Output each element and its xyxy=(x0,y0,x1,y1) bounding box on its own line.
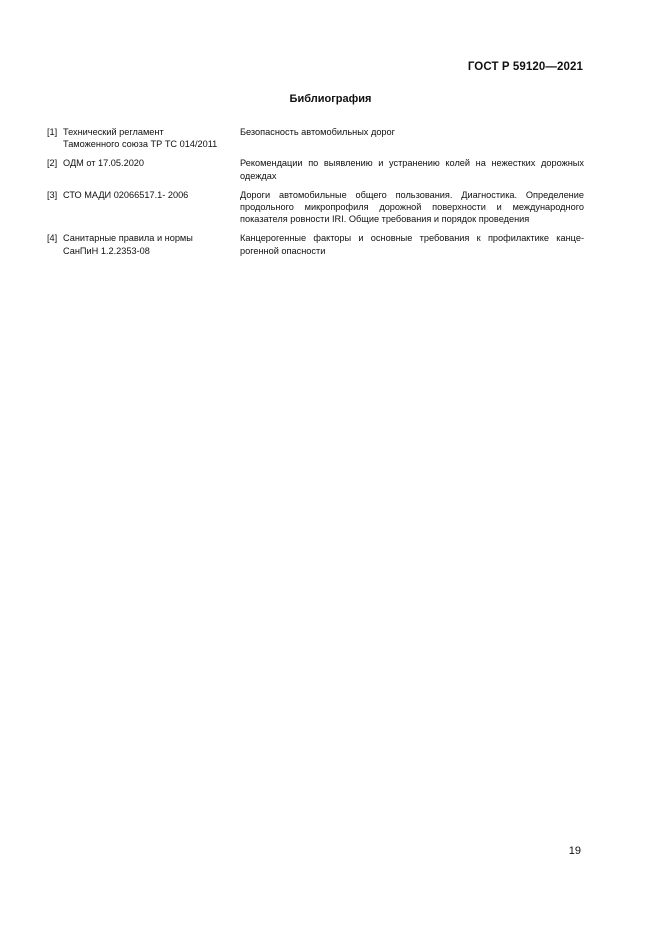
document-code: ГОСТ Р 59120—2021 xyxy=(467,61,583,73)
entry-source: Технический регламент Таможенного союза ТР ТС 014/2011 xyxy=(63,127,218,150)
entry-title: Рекомендации по выявлению и устранению колей на нежестких дорожных одеждах xyxy=(240,158,584,181)
entry-number: [3] xyxy=(47,189,58,200)
section-title: Библиография xyxy=(289,93,372,105)
entry-title: Безопасность автомобильных дорог xyxy=(240,127,395,137)
entry-number: [2] xyxy=(47,158,58,169)
entry-number: [1] xyxy=(47,127,58,137)
entry-source: СТО МАДИ 02066517.1- 2006 xyxy=(63,189,189,200)
entry-source: ОДМ от 17.05.2020 xyxy=(63,158,145,169)
entry-number: [4] xyxy=(47,233,58,244)
bibliography-list xyxy=(47,126,584,264)
bibliography-entry xyxy=(47,232,584,256)
bibliography-entry xyxy=(47,189,584,226)
bibliography-entry xyxy=(47,157,584,181)
bibliography-entry xyxy=(47,126,584,150)
page-number: 19 xyxy=(568,845,581,857)
entry-source: Санитарные правила и нормы СанПиН 1.2.2353-08 xyxy=(63,233,193,256)
entry-title: Дороги автомобильные общего пользования. Диагностика. Определение продольного микропрофиля дорожной поверхности и международного показателя ровности IRI. Общие требования и порядок проведения xyxy=(240,189,584,225)
entry-title: Канцерогенные факторы и основные требования к профилактике канце-рогенной опасности xyxy=(240,233,584,256)
